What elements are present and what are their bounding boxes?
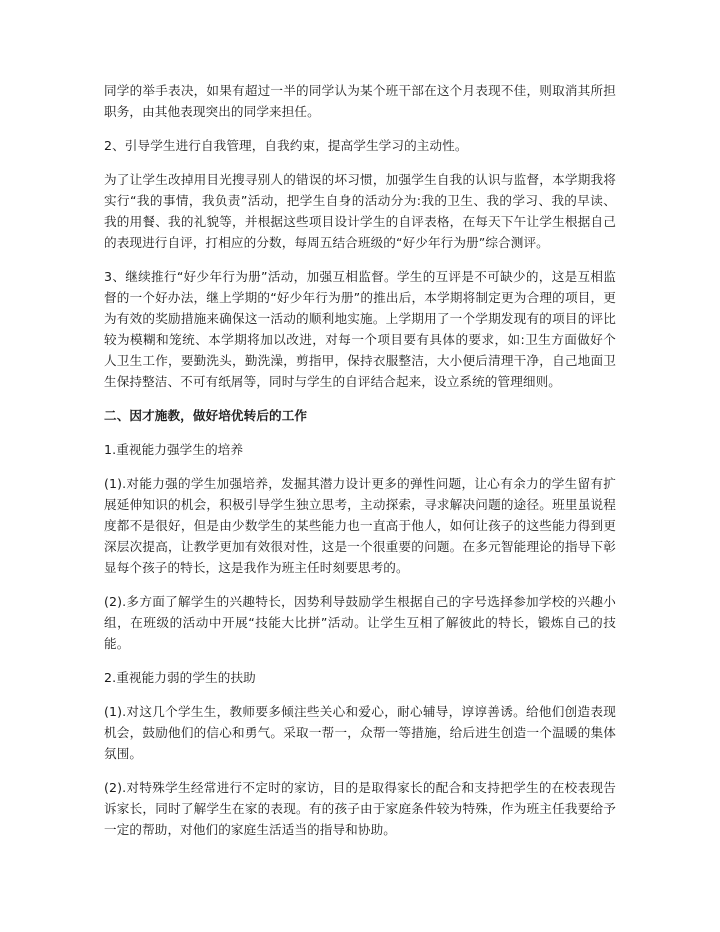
paragraph-weak-2: (2).对特殊学生经常进行不定时的家访，目的是取得家长的配合和支持把学生的在校表现告诉家长，同时了解学生在家的表现。有的孩子由于家庭条件较为特殊，作为班主任我要给予一定的帮助，对他们的家庭生活适当的指导和协助。	[104, 780, 616, 837]
subheading-weak-students: 2.重视能力弱的学生的扶助	[104, 670, 256, 685]
subheading-strong-students: 1.重视能力强学生的培养	[104, 442, 244, 457]
paragraph-strong-2: (2).多方面了解学生的兴趣特长，因势利导鼓励学生根据自己的字号选择参加学校的兴趣小组，在班级的活动中开展“技能大比拼”活动。让学生互相了解彼此的特长，锻炼自己的技能。	[104, 594, 616, 651]
paragraph-point-2: 2、引导学生进行自我管理，自我约束，提高学生学习的主动性。	[104, 138, 468, 153]
paragraph-point-3: 3、继续推行“好少年行为册”活动，加强互相监督。学生的互评是不可缺少的，这是互相监督的一个好办法，继上学期的“好少年行为册”的推出后，本学期将制定更为合理的项目，更为有效的奖励措施来确保这一活动的顺利地实施。上学期用了一个学期发现有的项目的评比较为模糊和笼统、本学期将加以改进，对每一个项目要有具体的要求，如:卫生方面做好个人卫生工作，要勤洗头，勤洗澡，剪指甲，保持衣服整洁，大小便后清理干净，自己地面卫生保持整洁、不可有纸屑等，同时与学生的自评结合起来，设立系统的管理细则。	[104, 269, 616, 389]
paragraph-strong-1: (1).对能力强的学生加强培养，发掘其潜力设计更多的弹性问题，让心有余力的学生留有扩展延伸知识的机会，积极引导学生独立思考，主动探索，寻求解决问题的途径。班里虽说程度都不是很好，但是由少数学生的某些能力也一直高于他人，如何让孩子的这些能力得到更深层次提高，让教学更加有效很对性，这是一个很重要的问题。在多元智能理论的指导下彰显每个孩子的特长，这是我作为班主任时刻要思考的。	[104, 476, 616, 575]
paragraph-weak-1: (1).对这几个学生生，教师要多倾注些关心和爱心，耐心辅导，谆谆善诱。给他们创造表现机会，鼓励他们的信心和勇气。采取一帮一，众帮一等措施，给后进生创造一个温暖的集体氛围。	[104, 704, 616, 761]
paragraph-self-management: 为了让学生改掉用目光搜寻别人的错误的坏习惯，加强学生自我的认识与监督，本学期我将实行“我的事情，我负责”活动，把学生自身的活动分为:我的卫生、我的学习、我的早读、我的用餐、我的礼貌等，并根据这些项目设计学生的自评表格，在每天下午让学生根据自己的表现进行自评，打相应的分数，每周五结合班级的“好少年行为册”综合测评。	[104, 172, 616, 250]
section-heading-2: 二、因才施教，做好培优转后的工作	[104, 408, 308, 423]
paragraph-continuation: 同学的举手表决，如果有超过一半的同学认为某个班干部在这个月表现不佳，则取消其所担职务，由其他表现突出的同学来担任。	[104, 83, 616, 119]
